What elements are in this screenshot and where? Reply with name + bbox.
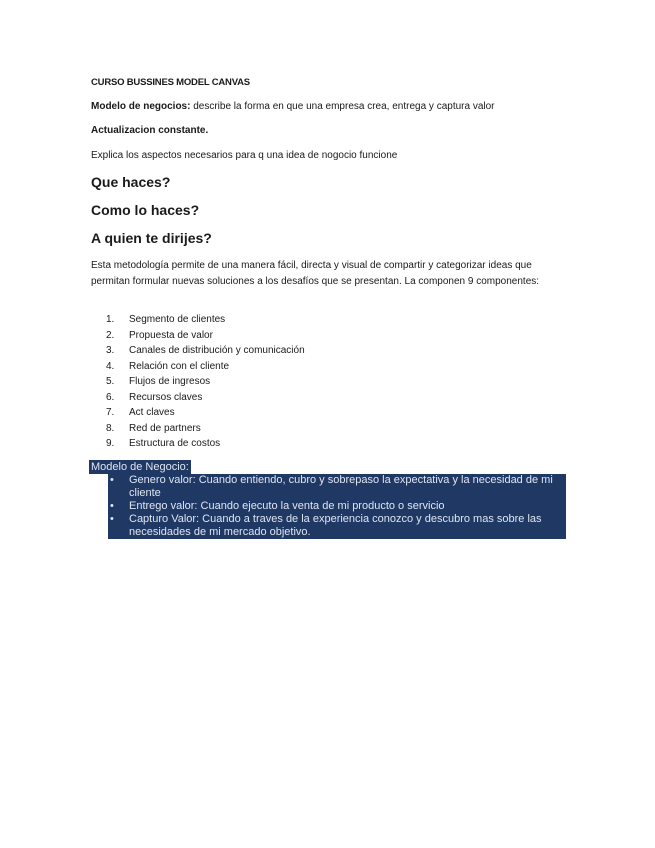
update-line: Actualizacion constante. (91, 125, 209, 136)
list-item[interactable] (108, 474, 566, 500)
bullet-icon: • (110, 474, 114, 486)
heading-como-lo-haces: Como lo haces? (91, 202, 200, 218)
list-item[interactable] (108, 513, 566, 539)
definition-text: describe la forma en que una empresa crea, entrega y captura valor (190, 101, 495, 112)
list-item: 2. Propuesta de valor (106, 329, 213, 341)
definition-line (91, 101, 495, 112)
list-item: 6. Recursos claves (106, 391, 203, 403)
bullet-icon: • (110, 500, 114, 512)
list-item: 1. Segmento de clientes (106, 314, 226, 325)
heading-que-haces: Que haces? (91, 174, 171, 190)
methodology-paragraph: Esta metodología permite de una manera fácil, directa y visual de compartir y categorizar ideas que permitan formular nuevas soluciones a los desafíos que se presentan. La componen 9 componentes: (91, 260, 540, 287)
document-title: CURSO BUSSINES MODEL CANVAS (91, 77, 250, 88)
list-item: 5. Flujos de ingresos (106, 376, 211, 387)
list-item: 9. Estructura de costos (106, 438, 221, 449)
bullet-text: Entrego valor: Cuando ejecuto la venta de mi producto o servicio (129, 500, 445, 512)
selected-bullet-list[interactable] (108, 474, 566, 539)
bullet-text: Genero valor: Cuando entiendo, cubro y sobrepaso la expectativa y la necesidad de mi cliente (129, 474, 553, 499)
explain-line: Explica los aspectos necesarios para q una idea de nogocio funcione (91, 150, 398, 161)
list-item: 7. Act claves (106, 407, 175, 418)
list-item: 3. Canales de distribución y comunicación (106, 345, 305, 356)
selected-block-title[interactable]: Modelo de Negocio: (91, 461, 189, 473)
list-item[interactable] (108, 500, 566, 513)
heading-a-quien: A quien te dirijes? (91, 230, 212, 246)
components-list (106, 312, 305, 452)
bullet-text: Capturo Valor: Cuando a traves de la experiencia conozco y descubro mas sobre las necesidades de mi mercado objetivo. (129, 513, 542, 538)
list-item: 8. Red de partners (106, 422, 201, 434)
definition-label: Modelo de negocios: (91, 101, 191, 112)
bullet-icon: • (110, 513, 114, 525)
list-item: 4. Relación con el cliente (106, 360, 230, 372)
